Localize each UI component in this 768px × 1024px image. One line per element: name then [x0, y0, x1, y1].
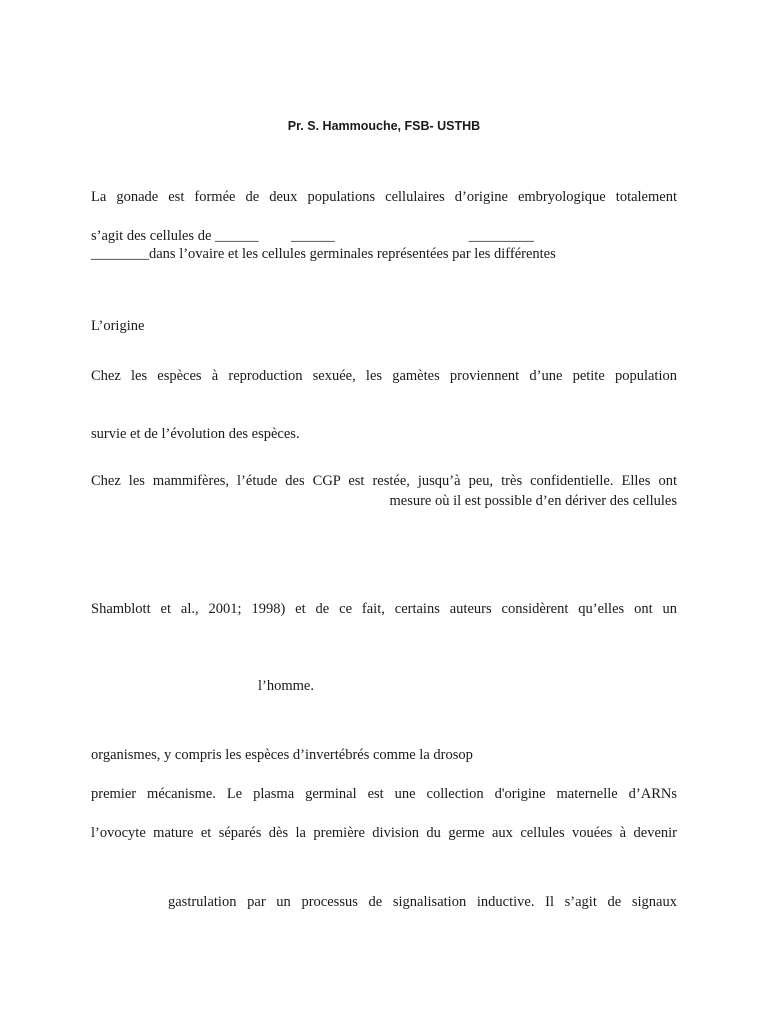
paragraph-line: premier mécanisme. Le plasma germinal est une collection d'origine maternelle d’ARNs — [91, 786, 677, 802]
section-heading: L’origine — [91, 318, 145, 334]
paragraph-line: gastrulation par un processus de signalisation inductive. Il s’agit de signaux — [168, 894, 677, 910]
paragraph-line: Chez les espèces à reproduction sexuée, les gamètes proviennent d’une petite population — [91, 368, 677, 384]
paragraph-line: survie et de l’évolution des espèces. — [91, 426, 300, 442]
paragraph-line: Chez les mammifères, l’étude des CGP est restée, jusqu’à peu, très confidentielle. Elles ont — [91, 473, 677, 489]
paragraph-line: l’homme. — [258, 678, 314, 694]
paragraph-line: mesure où il est possible d’en dériver des cellules — [389, 493, 677, 509]
paragraph-line: l’ovocyte mature et séparés dès la première division du germe aux cellules vouées à devenir — [91, 825, 677, 841]
paragraph-line: organismes, y compris les espèces d’invertébrés comme la drosop — [91, 747, 473, 763]
paragraph-line: s’agit des cellules de ______ ______ _________ — [91, 228, 535, 244]
page-header: Pr. S. Hammouche, FSB- USTHB — [287, 119, 481, 133]
paragraph-line: Shamblott et al., 2001; 1998) et de ce fait, certains auteurs considèrent qu’elles ont un — [91, 601, 677, 617]
paragraph-line: La gonade est formée de deux populations cellulaires d’origine embryologique totalement — [91, 189, 677, 205]
paragraph-line: ________dans l’ovaire et les cellules germinales représentées par les différentes — [91, 246, 556, 262]
